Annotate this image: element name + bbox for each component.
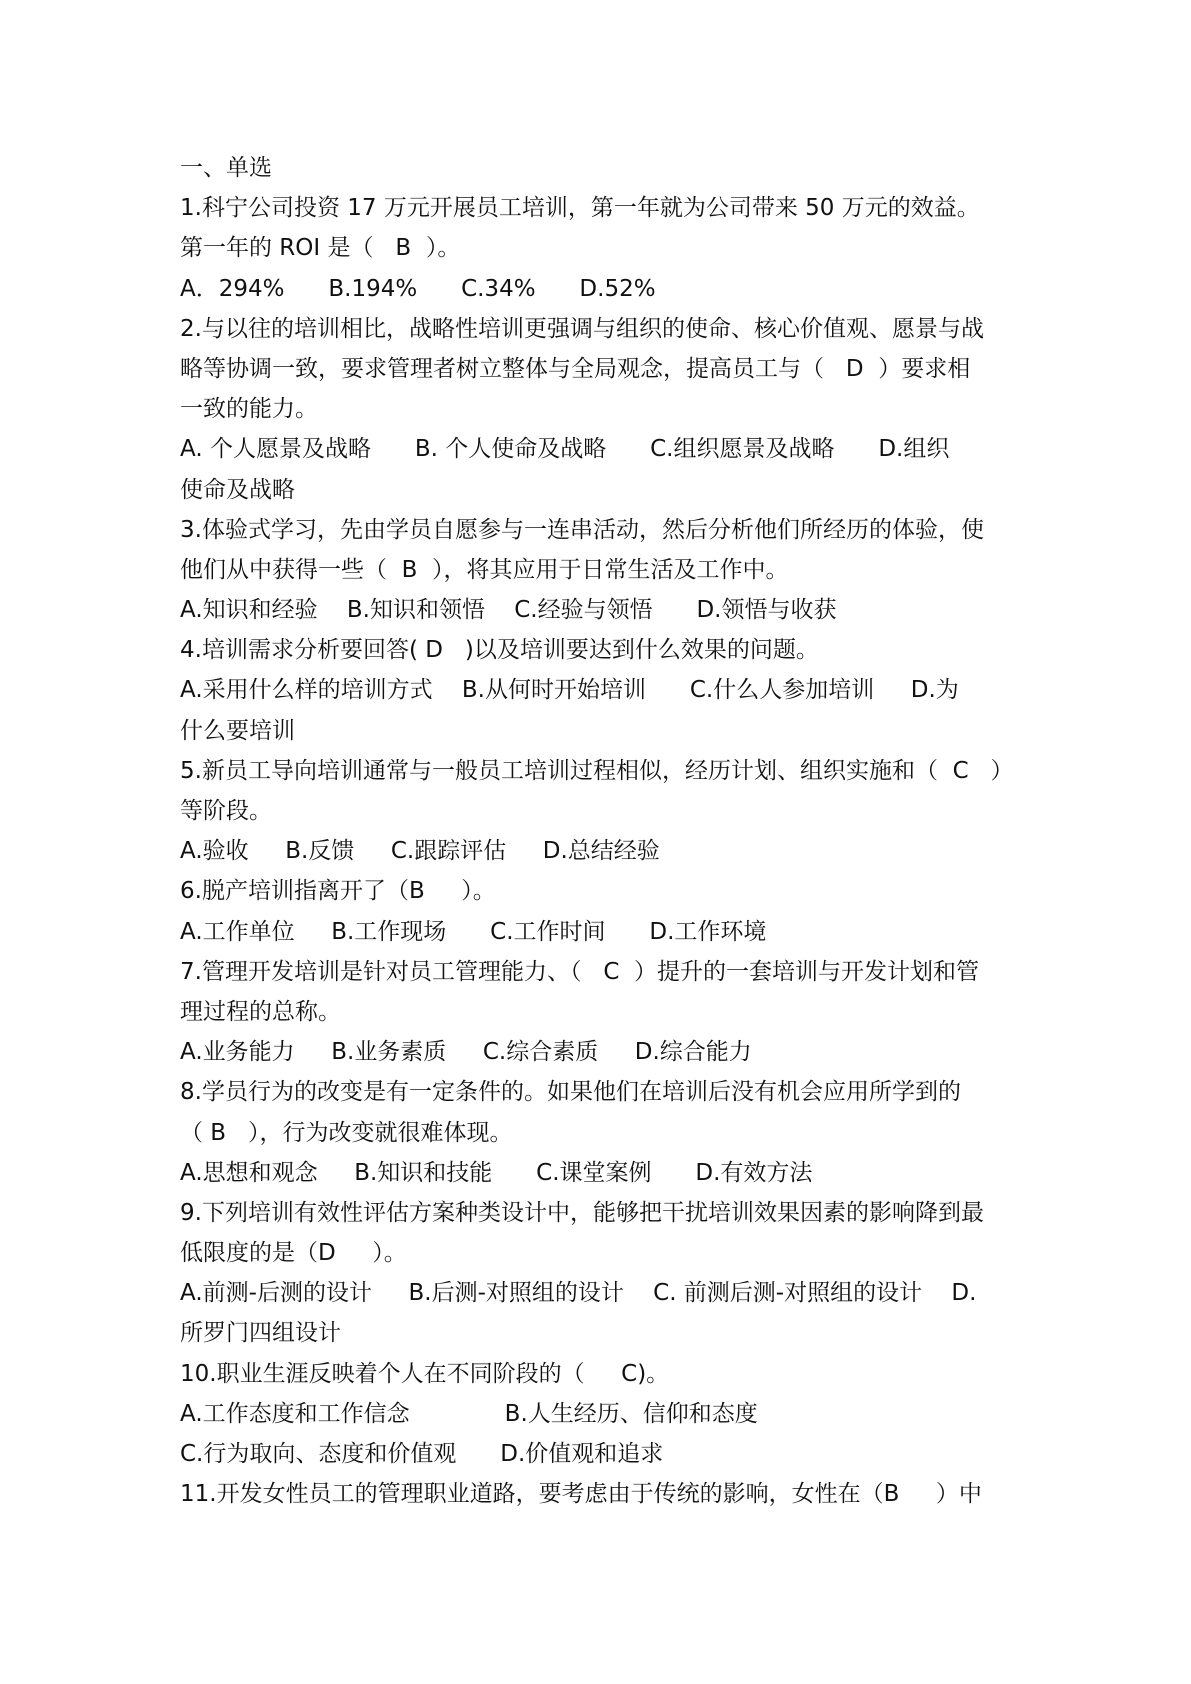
text-line: 2.与以往的培训相比，战略性培训更强调与组织的使命、核心价值观、愿景与战 bbox=[180, 315, 984, 342]
text-line: A.验收 B.反馈 C.跟踪评估 D.总结经验 bbox=[180, 838, 660, 865]
text-line: 1.科宁公司投资 17 万元开展员工培训，第一年就为公司带来 50 万元的效益。 bbox=[180, 195, 980, 222]
text-line: 他们从中获得一些（ B ），将其应用于日常生活及工作中。 bbox=[180, 556, 789, 583]
text-line: 9.下列培训有效性评估方案种类设计中，能够把干扰培训效果因素的影响降到最 bbox=[180, 1199, 984, 1226]
text-line: 略等协调一致，要求管理者树立整体与全局观念，提高员工与（ D ）要求相 bbox=[180, 355, 971, 382]
text-line: 一、单选 bbox=[180, 155, 272, 181]
text-line: A.前测-后测的设计 B.后测-对照组的设计 C. 前测后测-对照组的设计 D. bbox=[180, 1280, 977, 1307]
text-line: 5.新员工导向培训通常与一般员工培训过程相似，经历计划、组织实施和（ C ） bbox=[180, 757, 1014, 784]
text-line: 8.学员行为的改变是有一定条件的。如果他们在培训后没有机会应用所学到的 bbox=[180, 1079, 961, 1106]
text-line: A. 个人愿景及战略 B. 个人使命及战略 C.组织愿景及战略 D.组织 bbox=[180, 436, 950, 463]
text-line: 理过程的总称。 bbox=[180, 998, 341, 1025]
text-line: 什么要培训 bbox=[180, 717, 295, 744]
text-line: A.业务能力 B.业务素质 C.综合素质 D.综合能力 bbox=[180, 1039, 752, 1066]
text-line: 10.职业生涯反映着个人在不同阶段的（ C)。 bbox=[180, 1360, 670, 1387]
text-line: A.采用什么样的培训方式 B.从何时开始培训 C.什么人参加培训 D.为 bbox=[180, 677, 959, 704]
text-line: 所罗门四组设计 bbox=[180, 1320, 341, 1347]
text-line: C.行为取向、态度和价值观 D.价值观和追求 bbox=[180, 1441, 664, 1467]
text-line: 第一年的 ROI 是（ B ）。 bbox=[180, 235, 461, 262]
text-line: 等阶段。 bbox=[180, 798, 272, 824]
text-line: 3.体验式学习，先由学员自愿参与一连串活动，然后分析他们所经历的体验，使 bbox=[180, 516, 984, 543]
text-line: A.知识和经验 B.知识和领悟 C.经验与领悟 D.领悟与收获 bbox=[180, 597, 837, 624]
text-line: 6.脱产培训指离开了（B ）。 bbox=[180, 878, 496, 905]
text-line: 7.管理开发培训是针对员工管理能力、（ C ）提升的一套培训与开发计划和管 bbox=[180, 958, 980, 985]
text-line: 低限度的是（D ）。 bbox=[180, 1240, 407, 1267]
text-line: 11.开发女性员工的管理职业道路，要考虑由于传统的影响，女性在（B ）中 bbox=[180, 1481, 982, 1508]
text-line: （ B ），行为改变就很难体现。 bbox=[180, 1119, 513, 1146]
text-line: 一致的能力。 bbox=[180, 396, 318, 423]
document-body bbox=[180, 148, 1025, 1514]
text-line: 使命及战略 bbox=[180, 476, 295, 503]
text-line: A．294% B.194% C.34% D.52% bbox=[180, 275, 656, 302]
text-line: A.工作单位 B.工作现场 C.工作时间 D.工作环境 bbox=[180, 918, 767, 945]
text-line: 4.培训需求分析要回答( D )以及培训要达到什么效果的问题。 bbox=[180, 637, 819, 664]
text-line: A.工作态度和工作信念 B.人生经历、信仰和态度 bbox=[180, 1400, 758, 1427]
text-line: A.思想和观念 B.知识和技能 C.课堂案例 D.有效方法 bbox=[180, 1159, 813, 1186]
